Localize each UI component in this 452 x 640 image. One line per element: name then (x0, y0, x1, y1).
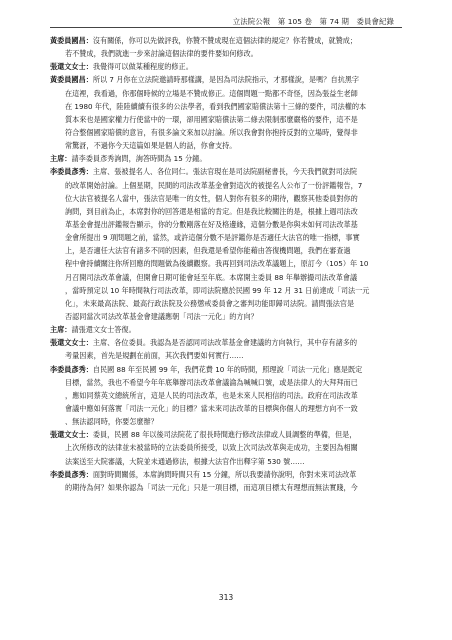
transcript-line (50, 192, 404, 205)
transcript-line (50, 257, 404, 270)
line-text: 月召開司法改革會議，但開會日期可能會延至年底。本席開主委員 88 年舉辦撮司法改革會議 (65, 272, 358, 282)
transcript-line (50, 376, 404, 389)
journal-title: 立法院公報 (232, 17, 271, 26)
line-text: 上次所修改的法律並未被當時的立法委員所接受，以致上次司法改革與走成功，主要因為相關 (65, 443, 358, 453)
line-text: 沒有關係，你可以先做評我，你贊不贊成現在這個法律的規定？你若贊成，就贊成； (92, 36, 358, 45)
transcript-line (50, 165, 404, 178)
transcript-line (50, 323, 404, 336)
line-text: 質本來也是國家權力行使當中的一環，卻用國家賠償法第二條去限制那麼嚴格的要件，這不是 (65, 114, 358, 124)
transcript-line (50, 415, 404, 428)
line-text: 金會所提出 9 項問題之前，當然，或許這個分數不是評鑑你是否適任大法官的唯一指標，事實 (65, 233, 360, 243)
transcript-line (50, 349, 404, 362)
line-text: 請李委員彥秀詢問，詢答時間為 15 分鐘。 (71, 154, 207, 164)
transcript-line (50, 297, 404, 310)
transcript-line (50, 389, 404, 402)
line-text: 詢問，到目前為止，本席對你的回答還是相當的肯定。但是我比較關注的是，根據上週司法改 (65, 206, 358, 216)
speaker-label: 黃委員國昌： (50, 36, 93, 45)
journal-volume: 第 105 卷 (277, 17, 313, 26)
transcript-line (50, 113, 404, 126)
line-text: 所以 7 月你在立法院邀請時那樣講，是因為司法院指示，才那樣說，是嗎？自抗黑字 (92, 75, 360, 85)
line-text: 上，是否適任大法官有諸多不同的因素，但我還是希望你能藉由答復機問題，我們在審查過 (65, 246, 351, 256)
line-text: ，當時預定以 10 年時間執行司法改革，即司法院應於民國 99 年 12 月 31 日前達成「司法一元 (65, 285, 370, 295)
journal-section: 委員會紀錄 (356, 17, 394, 26)
transcript-line (50, 34, 404, 47)
journal-issue: 第 74 期 (319, 17, 350, 26)
transcript-line (50, 205, 404, 218)
transcript-line (50, 87, 404, 100)
transcript-line (50, 481, 404, 494)
transcript-line (50, 100, 404, 113)
line-text: 在 1980 年代，陸陸續續有很多的公法學者，看到我們國家賠償法第十三條的要件，司法權的本 (65, 101, 367, 111)
transcript-line (50, 428, 404, 441)
line-text: ，應如同蔡英文總統所言，這是人民的司法改革，也是未來人民相信的司法。政府在司法改革 (65, 390, 358, 400)
line-text: 化」，未來最高法院、最高行政法院及公務懲戒委員會之審判功能即歸司法院。請問張法官是 (65, 298, 355, 308)
line-text: 符合整個國家賠償的意旨，有很多論文來加以討論。所以我會對你抱持反對的立場時，覺得非 (65, 127, 358, 137)
transcript-line (50, 271, 404, 284)
header-rule (50, 27, 402, 28)
page-header (233, 16, 394, 27)
transcript-line (50, 402, 404, 415)
transcript-line (50, 284, 404, 297)
transcript-line (50, 363, 404, 376)
transcript-line (50, 126, 404, 139)
transcript-line (50, 139, 404, 152)
line-text: 會議中應如何落實「司法一元化」的目標？當未來司法改革的目標與你個人的理想方向不一致 (65, 403, 358, 413)
line-text: 否認同當次司法改革基金會建議應朝「司法一元化」的方向？ (65, 311, 258, 321)
transcript-line (50, 152, 404, 165)
line-text: 主席、張被提名人、各位同仁。張法官現在是司法院副秘書長，今天我們就對司法院 (92, 167, 358, 177)
speaker-label: 主席： (50, 154, 72, 164)
line-text: 常驚訝，不過你今天這篇如果是個人的話，你會支持。 (65, 141, 237, 151)
speaker-label: 黃委員國昌： (50, 75, 93, 85)
speaker-label: 李委員彥秀： (50, 167, 93, 177)
line-text: 目標，當然，我也不希望今年年底舉辦司法改革會議淪為喊喊口號，或是法律人的大拜拜而已 (65, 377, 358, 387)
speaker-label: 主席： (50, 325, 72, 335)
transcript-line (50, 231, 404, 244)
line-text: 、無法認同時，你要怎麼辦？ (65, 417, 158, 427)
line-text: 在這裡，我看過，你那個時候的立場是不贊成修正。這個問題一點都不奇怪，因為張益生老師 (65, 88, 358, 98)
speaker-label: 張還文女士： (50, 430, 93, 440)
transcript-line (50, 455, 404, 468)
speaker-label: 李委員彥秀： (50, 364, 93, 374)
transcript-line (50, 47, 404, 60)
transcript-line (50, 218, 404, 231)
line-text: 法案送至大院審議，大院並未通過修法，根據大法官作出釋字第 530 號…… (65, 456, 305, 466)
page-number: 313 (218, 593, 234, 602)
line-text: 程中會持續關注你所回應的問題做為後續觀察。我再回到司法改革議題上，原訂今（105）年 10 (65, 259, 369, 269)
line-text: 位大法官被提名人當中，張法官是唯一的女性，個人對你有很多的期待，觀察其他委員對你的 (65, 193, 358, 203)
line-text: 的期待為何？如果你認為「司法一元化」只是一項目標，而這項目標太有理想而無法實踐，今 (65, 482, 358, 492)
transcript-line (50, 336, 404, 349)
line-text: 的改革開始討論。上個星期，民間的司法改革基金會對這次的被提名人公布了一份評鑑報告，7 (65, 180, 363, 190)
transcript-line (50, 73, 404, 86)
speaker-label: 張還文女士： (50, 62, 93, 72)
line-text: 革基金會提出評鑑報告顯示，你的分數剛落在好及格邊緣，這個分數是你與未如何司法改革基 (65, 219, 358, 229)
transcript-line (50, 244, 404, 257)
speaker-label: 李委員彥秀： (50, 469, 93, 479)
line-text: 請張還文女士答復。 (71, 325, 136, 335)
transcript-line (50, 468, 404, 481)
transcript-line (50, 60, 404, 73)
line-text: 我覺得可以做某種程度的修正。 (92, 62, 193, 72)
line-text: 委員，民國 88 年以後司法院花了很長時間進行修改法律或人員調整的準備，但是， (92, 430, 357, 440)
transcript-body (50, 34, 404, 494)
line-text: 主席、各位委員。我認為是否認同司法改革基金會建議的方向執行，其中存有諸多的 (92, 338, 358, 348)
line-text: 若不贊成，我們就進一步來討論這個法律的要件要如何修改。 (65, 49, 258, 59)
line-text: 自民國 88 年至民國 99 年，我們花費 10 年的時間，照理說「司法一元化」應是既定 (92, 364, 363, 374)
speaker-label: 張還文女士： (50, 338, 93, 348)
line-text: 面對時間關係，本席詢問時間只有 15 分鐘，所以我要請你說明，你對未來司法改革 (92, 469, 357, 479)
transcript-line (50, 179, 404, 192)
line-text: 考量因素，首先是規劃在前面，其次我們要如何實行…… (65, 351, 244, 361)
transcript-line (50, 441, 404, 454)
transcript-line (50, 310, 404, 323)
